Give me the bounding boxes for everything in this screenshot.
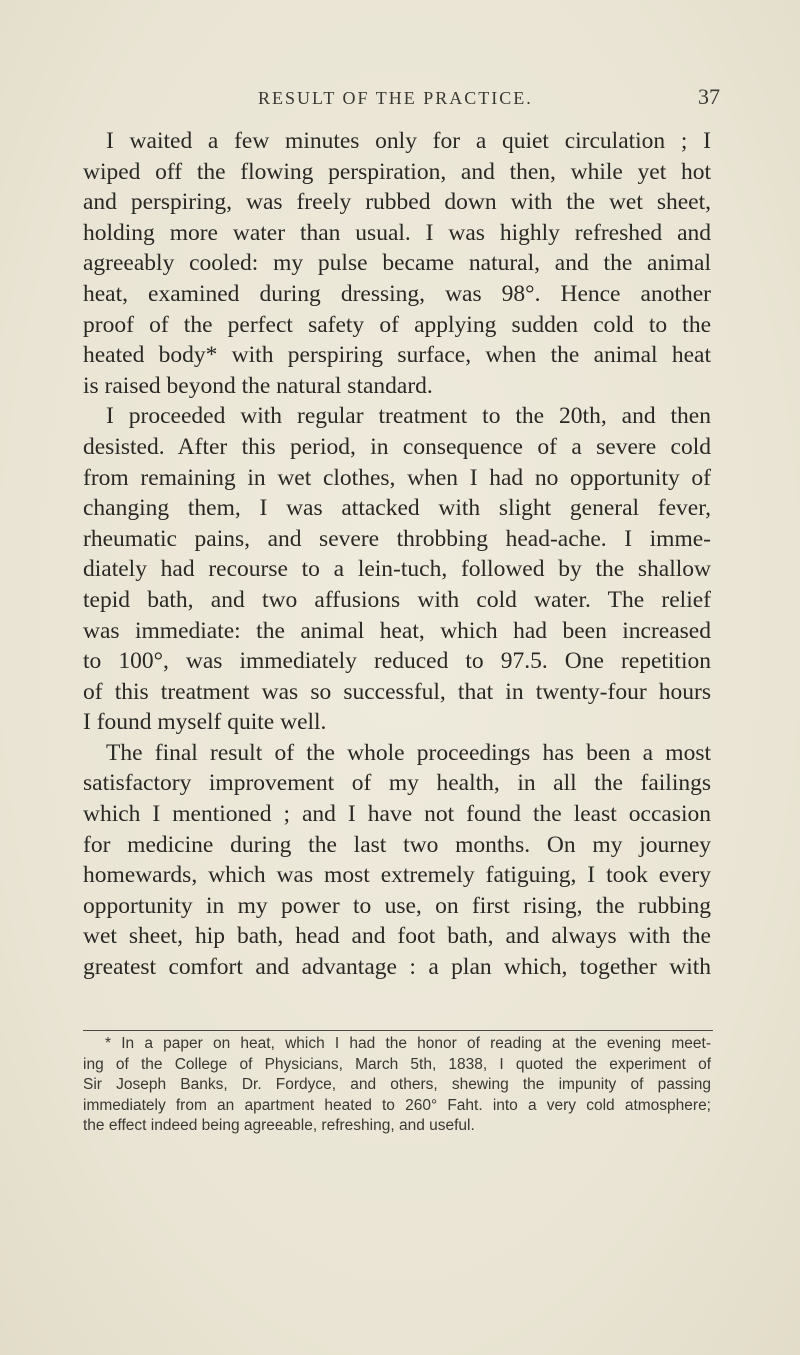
footnote-line: ing of the College of Physicians, March 5th, 1838, I quoted the experiment of [83,1055,711,1073]
footnote-line: Sir Joseph Banks, Dr. Fordyce, and others, shewing the impunity of passing [83,1076,711,1094]
text-line: tepid bath, and two affusions with cold water. The relief [83,586,711,613]
text-line: desisted. After this period, in consequence of a severe cold [83,433,711,460]
footnote-line: the effect indeed being agreeable, refreshing, and useful. [83,1117,475,1135]
text-line: for medicine during the last two months. On my journey [83,831,711,858]
text-line: from remaining in wet clothes, when I had no opportunity of [83,464,711,491]
text-line: wet sheet, hip bath, head and foot bath, and always with the [83,923,711,950]
text-line: which I mentioned ; and I have not found the least occasion [83,801,711,828]
text-line: agreeably cooled: my pulse became natural, and the animal [83,250,711,277]
text-line: is raised beyond the natural standard. [83,372,433,399]
text-line: heat, examined during dressing, was 98°. Hence another [83,280,711,307]
text-line: changing them, I was attacked with slight general fever, [83,495,711,522]
text-line: wiped off the flowing perspiration, and then, while yet hot [83,158,711,185]
footnote [83,1034,711,1137]
text-line: to 100°, was immediately reduced to 97.5. One repetition [83,648,711,675]
text-line: heated body* with perspiring surface, when the animal heat [83,342,711,369]
text-line: opportunity in my power to use, on first rising, the rubbing [83,892,711,919]
body-text [83,126,711,983]
text-line: was immediate: the animal heat, which had been increased [83,617,711,644]
text-line: greatest comfort and advantage : a plan which, together with [83,954,711,981]
text-line: homewards, which was most extremely fatiguing, I took every [83,862,711,889]
footnote-line: immediately from an apartment heated to 260° Faht. into a very cold atmosphere; [83,1096,711,1114]
footnote-rule [83,1030,713,1031]
text-line: The final result of the whole proceedings has been a most [106,739,711,766]
page-number: 37 [698,84,720,109]
text-line: holding more water than usual. I was highly refreshed and [83,219,711,246]
text-line: I proceeded with regular treatment to the 20th, and then [106,403,711,430]
text-line: proof of the perfect safety of applying sudden cold to the [83,311,711,338]
text-line: satisfactory improvement of my health, in all the failings [83,770,711,797]
footnote-line: * In a paper on heat, which I had the honor of reading at the evening meet- [105,1035,711,1052]
text-line: diately had recourse to a lein-tuch, followed by the shallow [83,556,711,583]
running-head: RESULT OF THE PRACTICE. [258,88,533,108]
text-line: rheumatic pains, and severe throbbing head-ache. I imme- [83,525,711,552]
text-line: and perspiring, was freely rubbed down with the wet sheet, [83,189,711,216]
text-line: of this treatment was so successful, that in twenty-four hours [83,678,711,705]
text-line: I waited a few minutes only for a quiet circulation ; I [106,128,711,154]
text-line: I found myself quite well. [83,709,327,736]
